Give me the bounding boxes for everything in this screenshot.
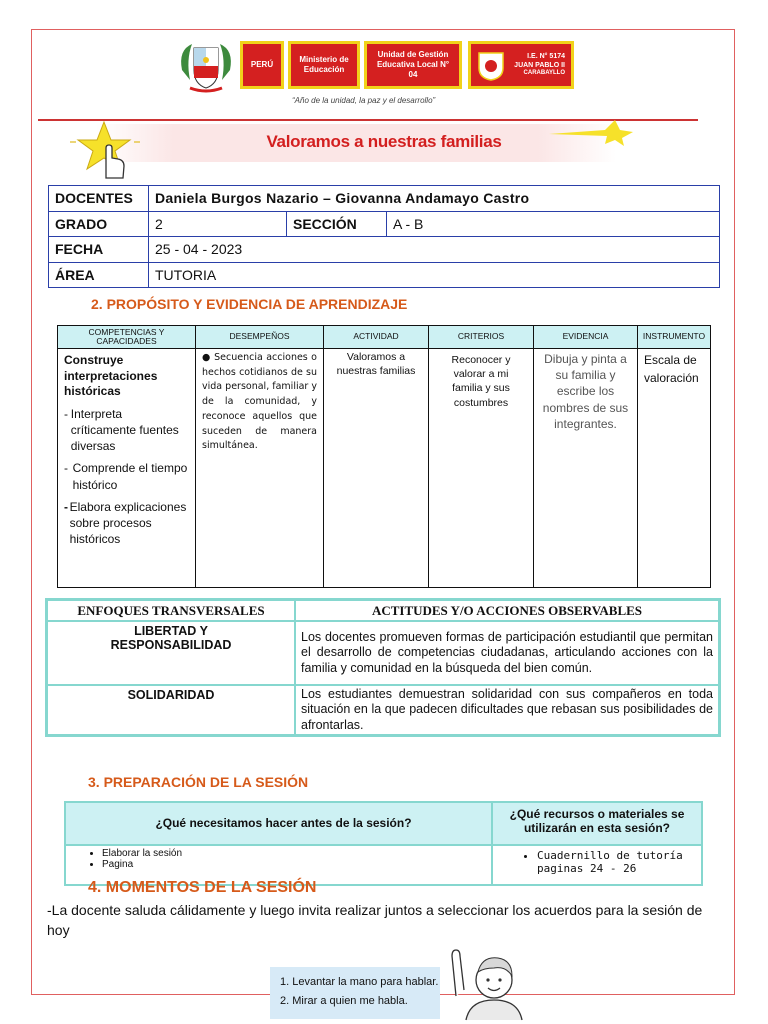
col-instrumento: INSTRUMENTO <box>638 326 711 349</box>
enfoque-text: Los docentes promueven formas de participación estudiantil que permitan el desarrollo de competencias ciudadanas, articulando acciones con la familia y comunidad en la búsqueda del bien común. <box>295 621 720 685</box>
docentes-value: Daniela Burgos Nazario – Giovanna Andamayo Castro <box>149 186 720 212</box>
fecha-value: 25 - 04 - 2023 <box>149 237 720 263</box>
info-table <box>48 185 720 288</box>
enfoque-name: LIBERTAD Y RESPONSABILIDAD <box>47 621 296 685</box>
rule-item: 2. Mirar a quien me habla. <box>280 995 408 1007</box>
capacidad-item: - Interpreta críticamente fuentes diversas <box>64 406 179 454</box>
col-desempenos: DESEMPEÑOS <box>196 326 324 349</box>
prep-right-header: ¿Qué recursos o materiales se utilizarán en esta sesión? <box>492 802 702 845</box>
col-evidencia: EVIDENCIA <box>534 326 638 349</box>
peru-coat-of-arms-icon <box>176 40 236 94</box>
desempeno-cell: ● Secuencia acciones o hechos cotidianos de su vida personal, familiar y de la comunidad, y reconoce aquellos que suceden de manera simultánea. <box>196 349 324 588</box>
rule-item: 1. Levantar la mano para hablar. <box>280 976 439 988</box>
section-3-heading: 3. PREPARACIÓN DE LA SESIÓN <box>88 774 309 790</box>
bullet-icon: ● <box>202 352 215 363</box>
list-item: • Cuadernillo de tutoría paginas 24 - 26 <box>537 849 701 875</box>
criterios-cell: Reconocer y valorar a mi familia y sus costumbres <box>429 349 534 588</box>
child-raising-hand-icon <box>446 946 532 1022</box>
purpose-table <box>57 325 711 588</box>
competencia-title: Construye interpretaciones históricas <box>64 353 158 399</box>
area-value: TUTORIA <box>149 262 720 288</box>
prep-right-cell <box>492 845 702 885</box>
ugel-logo: Unidad de Gestión Educativa Local N° 04 <box>364 41 462 89</box>
docentes-label: DOCENTES <box>49 186 149 212</box>
capacidad-item: - Elabora explicaciones sobre procesos históricos <box>64 499 187 547</box>
session-intro-text: -La docente saluda cálidamente y luego invita realizar juntos a seleccionar los acuerdos para la sesión de hoy <box>47 902 703 938</box>
grado-label: GRADO <box>49 211 149 237</box>
page-title: Valoramos a nuestras familias <box>266 132 502 151</box>
list-item: • Pagina <box>102 859 491 870</box>
area-label: ÁREA <box>49 262 149 288</box>
seccion-value: A - B <box>387 211 720 237</box>
capacidad-item: - Comprende el tiempo histórico <box>64 461 188 492</box>
enfoque-name: SOLIDARIDAD <box>47 685 296 735</box>
preparacion-table <box>64 801 703 886</box>
col-competencias: COMPETENCIAS Y CAPACIDADES <box>58 326 196 349</box>
instrumento-cell: Escala de valoración <box>638 349 711 588</box>
rules-card <box>270 967 440 1019</box>
school-shield-icon <box>476 50 506 82</box>
list-item: • Elaborar la sesión <box>102 848 491 859</box>
fecha-label: FECHA <box>49 237 149 263</box>
peru-logo: PERÚ <box>240 41 284 89</box>
year-motto: “Año de la unidad, la paz y el desarrollo” <box>292 96 436 105</box>
prep-left-header: ¿Qué necesitamos hacer antes de la sesión? <box>65 802 492 845</box>
ministerio-logo: Ministerio de Educación <box>288 41 360 89</box>
enfoques-table <box>45 598 721 737</box>
col-criterios: CRITERIOS <box>429 326 534 349</box>
actividad-cell: Valoramos a nuestras familias <box>324 349 429 588</box>
seccion-label: SECCIÓN <box>287 211 387 237</box>
star-pointer-icon <box>68 118 148 190</box>
evidencia-cell: Dibuja y pinta a su familia y escribe los nombres de sus integrantes. <box>534 349 638 588</box>
competencias-cell <box>58 349 196 588</box>
school-logo: I.E. N° 5174 JUAN PABLO II CARABAYLLO <box>468 41 574 89</box>
grado-value: 2 <box>149 211 287 237</box>
enfoque-text: Los estudiantes demuestran solidaridad con sus compañeros en toda situación en la que padecen dificultades que rebasan sus posibilidades de afrontarlas. <box>295 685 720 735</box>
section-4-heading: 4. MOMENTOS DE LA SESIÓN <box>88 879 317 896</box>
section-2-heading: 2. PROPÓSITO Y EVIDENCIA DE APRENDIZAJE <box>91 296 408 312</box>
actitudes-header: ACTITUDES Y/O ACCIONES OBSERVABLES <box>295 600 720 622</box>
col-actividad: ACTIVIDAD <box>324 326 429 349</box>
enfoques-header: ENFOQUES TRANSVERSALES <box>47 600 296 622</box>
